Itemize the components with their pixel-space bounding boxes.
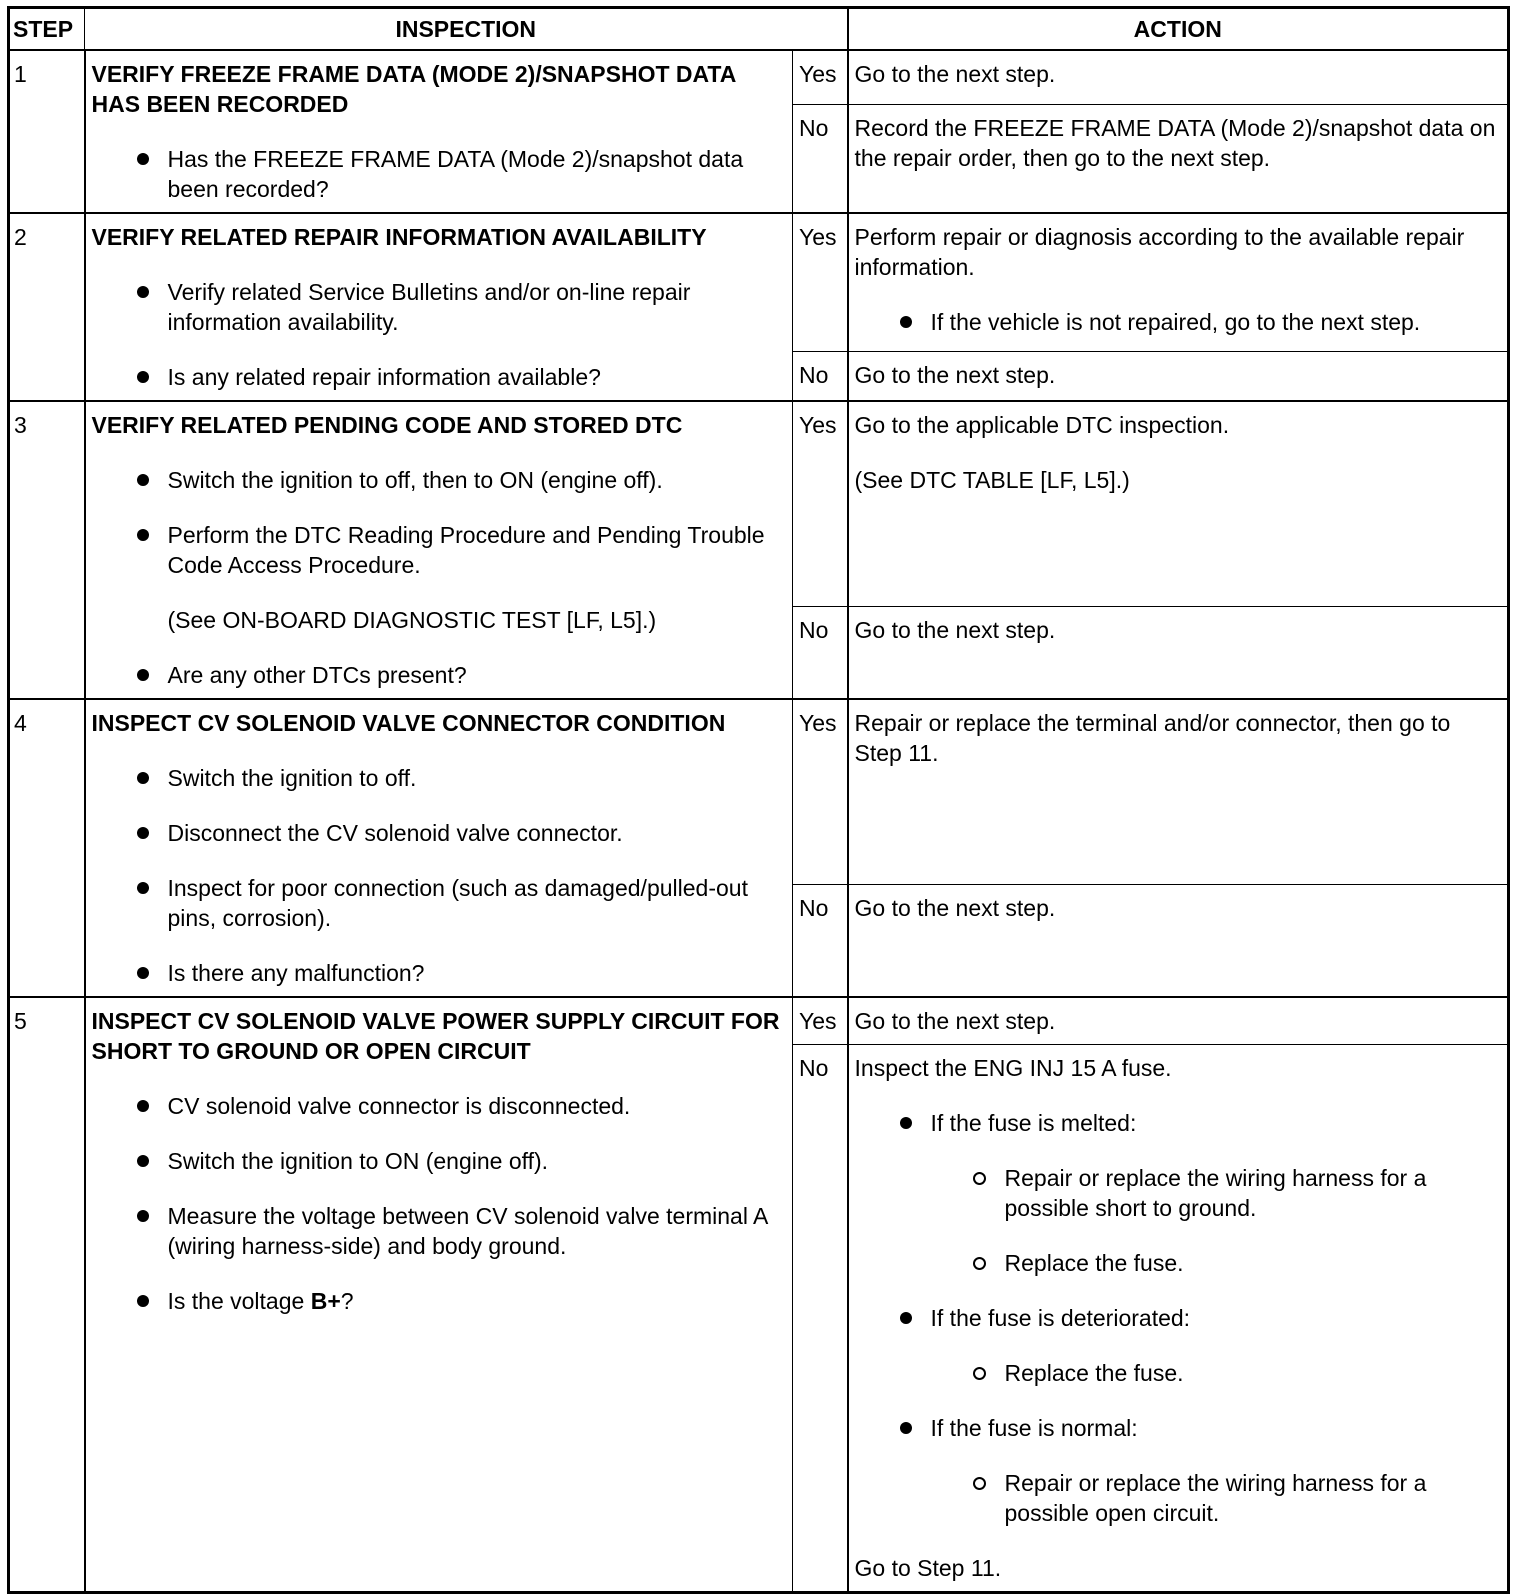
yes-label: Yes xyxy=(793,50,848,105)
header-inspection: INSPECTION xyxy=(85,8,848,51)
step-5-inspection xyxy=(85,997,793,1593)
diagnostic-procedure-page xyxy=(7,6,1510,1594)
yes-action: Repair or replace the terminal and/or connector, then go to Step 11. xyxy=(848,699,1509,885)
step-number: 2 xyxy=(9,213,85,401)
inspection-item: Is there any malfunction? xyxy=(92,958,787,988)
action-bullet: If the vehicle is not repaired, go to the next step. xyxy=(855,307,1504,337)
step-4-yes-row xyxy=(9,699,1509,885)
yes-label: Yes xyxy=(793,213,848,351)
step-title: INSPECT CV SOLENOID VALVE POWER SUPPLY CIRCUIT FOR SHORT TO GROUND OR OPEN CIRCUIT xyxy=(91,1008,780,1064)
item-text: ? xyxy=(340,1288,354,1314)
action-sub-bullet: Replace the fuse. xyxy=(855,1358,1504,1388)
yes-action: Go to the next step. xyxy=(848,997,1509,1045)
item-text: Is the voltage xyxy=(167,1288,311,1314)
no-action: Inspect the ENG INJ 15 A fuse. xyxy=(854,1055,1172,1081)
yes-label: Yes xyxy=(793,401,848,606)
diagnostic-table xyxy=(7,6,1510,1594)
no-action-cell xyxy=(848,1045,1509,1593)
inspection-item: Switch the ignition to off, then to ON (engine off). xyxy=(92,465,787,495)
step-3-yes-row xyxy=(9,401,1509,606)
action-sub-bullet: Replace the fuse. xyxy=(855,1248,1504,1278)
yes-action: Perform repair or diagnosis according to the available repair information. xyxy=(854,224,1465,280)
inspection-item: Inspect for poor connection (such as damaged/pulled-out pins, corrosion). xyxy=(92,873,787,933)
no-label: No xyxy=(793,105,848,213)
item-bold-value: B+ xyxy=(310,1288,341,1314)
no-label: No xyxy=(793,351,848,401)
header-row xyxy=(9,8,1509,51)
step-2-inspection xyxy=(85,213,793,401)
final-action: Go to Step 11. xyxy=(854,1555,1002,1581)
inspection-item: CV solenoid valve connector is disconnected. xyxy=(92,1091,787,1121)
no-label: No xyxy=(793,606,848,699)
inspection-item: Verify related Service Bulletins and/or on-line repair information availability. xyxy=(92,277,787,337)
inspection-item: Disconnect the CV solenoid valve connector. xyxy=(92,818,787,848)
no-action: Record the FREEZE FRAME DATA (Mode 2)/snapshot data on the repair order, then go to the next step. xyxy=(848,105,1509,213)
yes-action: Go to the next step. xyxy=(848,50,1509,105)
inspection-item: Switch the ignition to ON (engine off). xyxy=(92,1146,787,1176)
yes-action-cell xyxy=(848,401,1509,606)
yes-action-cell xyxy=(848,213,1509,351)
yes-label: Yes xyxy=(793,997,848,1045)
step-number: 3 xyxy=(9,401,85,699)
header-step: STEP xyxy=(9,8,85,51)
no-action: Go to the next step. xyxy=(848,885,1509,997)
step-1-inspection xyxy=(85,50,793,213)
action-bullet: If the fuse is melted: xyxy=(855,1108,1504,1138)
header-action: ACTION xyxy=(848,8,1509,51)
no-action: Go to the next step. xyxy=(848,351,1509,401)
action-bullet: If the fuse is deteriorated: xyxy=(855,1303,1504,1333)
step-2-yes-row xyxy=(9,213,1509,351)
inspection-item: Has the FREEZE FRAME DATA (Mode 2)/snapshot data been recorded? xyxy=(92,144,787,204)
action-bullet: If the fuse is normal: xyxy=(855,1413,1504,1443)
inspection-item xyxy=(92,1286,787,1316)
inspection-item: Switch the ignition to off. xyxy=(92,763,787,793)
step-title: VERIFY RELATED REPAIR INFORMATION AVAILABILITY xyxy=(91,224,707,250)
step-title: VERIFY FREEZE FRAME DATA (MODE 2)/SNAPSHOT DATA HAS BEEN RECORDED xyxy=(91,61,736,117)
step-4-inspection xyxy=(85,699,793,997)
no-label: No xyxy=(793,1045,848,1593)
inspection-item: Are any other DTCs present? xyxy=(92,660,787,690)
step-3-inspection xyxy=(85,401,793,699)
step-title: INSPECT CV SOLENOID VALVE CONNECTOR CONDITION xyxy=(91,710,726,736)
inspection-note: (See ON-BOARD DIAGNOSTIC TEST [LF, L5].) xyxy=(167,607,657,633)
action-sub-bullet: Repair or replace the wiring harness for a possible open circuit. xyxy=(855,1468,1504,1528)
yes-note: (See DTC TABLE [LF, L5].) xyxy=(854,467,1130,493)
inspection-item: Perform the DTC Reading Procedure and Pending Trouble Code Access Procedure. xyxy=(92,520,787,580)
step-5-yes-row xyxy=(9,997,1509,1045)
yes-label: Yes xyxy=(793,699,848,885)
step-number: 1 xyxy=(9,50,85,213)
inspection-item: Measure the voltage between CV solenoid valve terminal A (wiring harness-side) and body ground. xyxy=(92,1201,787,1261)
no-action: Go to the next step. xyxy=(848,606,1509,699)
action-sub-bullet: Repair or replace the wiring harness for a possible short to ground. xyxy=(855,1163,1504,1223)
inspection-item: Is any related repair information available? xyxy=(92,362,787,392)
step-number: 5 xyxy=(9,997,85,1593)
step-1-yes-row xyxy=(9,50,1509,105)
yes-action: Go to the applicable DTC inspection. xyxy=(854,412,1230,438)
step-number: 4 xyxy=(9,699,85,997)
step-title: VERIFY RELATED PENDING CODE AND STORED DTC xyxy=(91,412,683,438)
no-label: No xyxy=(793,885,848,997)
